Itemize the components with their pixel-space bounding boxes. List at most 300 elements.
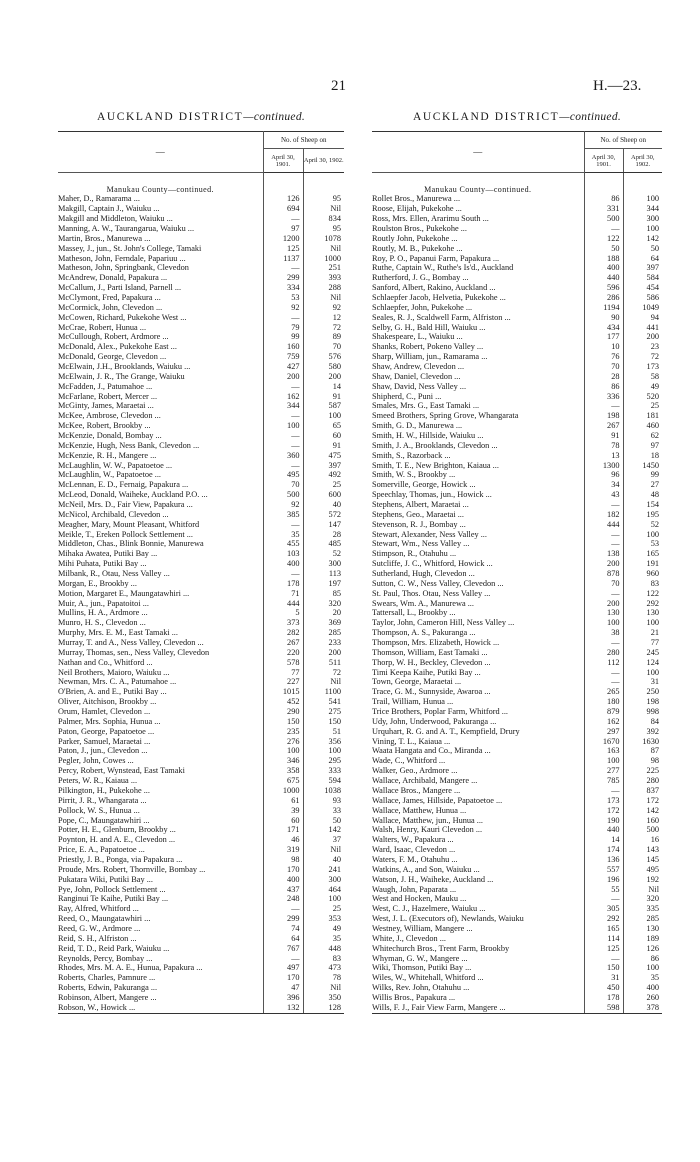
sheep-1901: 198 [584, 411, 623, 421]
sheep-1902: 25 [303, 480, 344, 490]
table-row [58, 263, 344, 273]
sheep-1901: — [263, 263, 303, 273]
sheep-1901: 122 [584, 234, 623, 244]
table-row [372, 885, 662, 895]
sheep-1902: 1450 [623, 461, 662, 471]
sheep-1901: 596 [584, 283, 623, 293]
owner-name: Ross, Mrs. Ellen, Ararimu South ... [372, 214, 489, 224]
sheep-1901: 331 [584, 204, 623, 214]
sheep-1902: 251 [303, 263, 344, 273]
sheep-1901: — [263, 382, 303, 392]
sheep-1901: 126 [263, 194, 303, 204]
table-row [372, 461, 662, 471]
table-row [372, 441, 662, 451]
sheep-1902: 369 [303, 618, 344, 628]
table-row [372, 589, 662, 599]
table-row [58, 579, 344, 589]
table-row [372, 648, 662, 658]
owner-name: Reynolds, Percy, Bombay ... [58, 953, 153, 963]
table-row [372, 313, 662, 323]
table-row [372, 569, 662, 579]
sheep-1901: 47 [263, 983, 303, 993]
table-row [58, 254, 344, 264]
owner-name: Rhodes, Mrs. M. A. E., Hunua, Papakura ... [58, 963, 203, 973]
sheep-1902: 128 [303, 1003, 344, 1013]
table-row [58, 441, 344, 451]
sheep-1902: 1100 [303, 687, 344, 697]
sheep-1902: 320 [623, 894, 662, 904]
sheep-1902: 1630 [623, 737, 662, 747]
sheep-1902: Nil [303, 677, 344, 687]
table-row [58, 904, 344, 914]
sheep-1902: 25 [303, 904, 344, 914]
sheep-1901: 28 [584, 372, 623, 382]
sheep-1901: — [263, 569, 303, 579]
owner-name: McLeod, Donald, Waiheke, Auckland P.O. ... [58, 490, 208, 500]
table-row [58, 480, 344, 490]
owner-name: Stephens, Geo., Maraetai ... [372, 509, 464, 519]
owner-name: Mihaka Awatea, Putiki Bay ... [58, 549, 158, 559]
sheep-1901: — [584, 638, 623, 648]
sheep-1901: 90 [584, 313, 623, 323]
district-title: AUCKLAND DISTRICT—continued. [412, 111, 622, 123]
owner-name: McCallum, J., Parti Island, Parnell ... [58, 283, 182, 293]
table-row [58, 411, 344, 421]
sheep-1902: 25 [623, 401, 662, 411]
sheep-1902: 541 [303, 697, 344, 707]
sheep-1901: 500 [263, 490, 303, 500]
sheep-1901: — [584, 589, 623, 599]
table-row [58, 549, 344, 559]
sheep-1902: 94 [623, 313, 662, 323]
sheep-1901: 299 [263, 914, 303, 924]
sheep-1902: 37 [303, 835, 344, 845]
table-row [372, 372, 662, 382]
sheep-1901: 46 [263, 835, 303, 845]
sheep-1902: 91 [303, 441, 344, 451]
sheep-1902: 300 [303, 875, 344, 885]
table-row [58, 589, 344, 599]
table-row [58, 954, 344, 964]
owner-name: Town, George, Maraetai ... [372, 677, 462, 687]
sheep-1901: 77 [263, 668, 303, 678]
sheep-1901: 220 [263, 648, 303, 658]
table-row [58, 214, 344, 224]
table-row [58, 362, 344, 372]
sheep-1901: 444 [263, 599, 303, 609]
table-row [372, 727, 662, 737]
table-row [372, 263, 662, 273]
owner-name: Smith, S., Razorback ... [372, 450, 451, 460]
owner-name: Shakespeare, L., Waiuku ... [372, 332, 463, 342]
table-row [372, 273, 662, 283]
section-heading: Manukau County—continued. [424, 184, 532, 194]
table-row [58, 845, 344, 855]
sheep-1901: 165 [584, 924, 623, 934]
sheep-1901: 452 [263, 697, 303, 707]
sheep-1901: — [584, 786, 623, 796]
owner-name: Wade, C., Whitford ... [372, 756, 446, 766]
sheep-1902: 50 [303, 816, 344, 826]
sheep-1901: — [584, 668, 623, 678]
sheep-1901: 694 [263, 204, 303, 214]
sheep-1901: 138 [584, 549, 623, 559]
sheep-1901: 136 [584, 855, 623, 865]
sheep-1901: 277 [584, 766, 623, 776]
table-row [372, 224, 662, 234]
table-row [58, 599, 344, 609]
sheep-1901: 1137 [263, 254, 303, 264]
owner-name: Thomson, William, East Tamaki ... [372, 647, 488, 657]
sheep-1901: 150 [263, 717, 303, 727]
table-row [372, 1003, 662, 1013]
sheep-1901: — [263, 214, 303, 224]
sheep-1901: 400 [584, 263, 623, 273]
owner-name: McNeil, Mrs. D., Fair View, Papakura ... [58, 500, 193, 509]
sheep-1901: 188 [584, 254, 623, 264]
sheep-1902: 100 [623, 194, 662, 204]
sheep-1901: 39 [263, 806, 303, 816]
sheep-1901: 200 [584, 559, 623, 569]
sheep-1901: 100 [263, 421, 303, 431]
owner-name: Watkins, A., and Son, Waiuku ... [372, 864, 480, 874]
sheep-1902: 250 [623, 687, 662, 697]
table-row [58, 766, 344, 776]
table-row [58, 372, 344, 382]
table-row [58, 490, 344, 500]
owner-name: McLaughlin, W. W., Papatoetoe ... [58, 460, 173, 470]
sheep-1901: 91 [584, 431, 623, 441]
sheep-1902: 86 [623, 954, 662, 964]
table-row [372, 520, 662, 530]
sheep-1902: 40 [303, 500, 344, 510]
owner-name: Morgan, E., Brookby ... [58, 578, 137, 588]
sheep-1901: 276 [263, 737, 303, 747]
sheep-1901: 10 [584, 342, 623, 352]
owner-name: Thompson, Mrs. Elizabeth, Howick ... [372, 638, 500, 648]
sheep-1902: 584 [623, 273, 662, 283]
table-row [58, 934, 344, 944]
sheep-1901: 162 [263, 392, 303, 402]
sheep-1901: 79 [263, 323, 303, 333]
sheep-1901: 160 [263, 342, 303, 352]
sheep-1901: 103 [263, 549, 303, 559]
sheep-1901: 182 [584, 510, 623, 520]
owner-name: Vining, T. L., Kaiaua ... [372, 736, 451, 746]
sheep-1902: 392 [623, 727, 662, 737]
sheep-1902: 587 [303, 401, 344, 411]
owner-name: Maher, D., Ramarama ... [58, 194, 140, 204]
sheep-1902: 53 [623, 539, 662, 549]
sheep-1902: 145 [623, 855, 662, 865]
owner-name: Swears, Wm. A., Manurewa ... [372, 598, 474, 608]
table-row [58, 313, 344, 323]
owner-name: West, C. J., Hazelmere, Waiuku ... [372, 904, 486, 914]
sheep-1902: 51 [303, 727, 344, 737]
owner-name: O'Brien, A. and E., Putiki Bay ... [58, 687, 167, 697]
sheep-1902: 100 [623, 618, 662, 628]
sheep-1902: 189 [623, 934, 662, 944]
table-row [372, 855, 662, 865]
table-row [372, 796, 662, 806]
sheep-1901: 71 [263, 589, 303, 599]
sheep-1902: 27 [623, 480, 662, 490]
sheep-1901: 444 [584, 520, 623, 530]
sheep-1901: — [263, 904, 303, 914]
sheep-1902: Nil [303, 983, 344, 993]
sheep-1902: 113 [303, 569, 344, 579]
owner-name: Smales, Mrs. G., East Tamaki ... [372, 401, 480, 411]
sheep-1902: 192 [623, 875, 662, 885]
table-row [372, 490, 662, 500]
owner-name: McNicol, Archibald, Clevedon ... [58, 509, 169, 519]
sheep-1901: — [263, 520, 303, 530]
table-row [372, 303, 662, 313]
owner-name: Wiles, W., Whitehall, Whitford ... [372, 973, 484, 983]
owner-name: Robinson, Albert, Mangere ... [58, 992, 157, 1002]
sheep-1902: 100 [303, 894, 344, 904]
sheep-1901: 76 [584, 352, 623, 362]
sheep-1901: 177 [584, 332, 623, 342]
sheep-1901: — [584, 677, 623, 687]
sheep-1902: 200 [623, 332, 662, 342]
table-row [372, 954, 662, 964]
sheep-1902: 62 [623, 431, 662, 441]
sheep-1902: 350 [303, 993, 344, 1003]
table-row [372, 421, 662, 431]
owner-name: Smith, G. D., Manurewa ... [372, 421, 463, 431]
table-row [372, 638, 662, 648]
sheep-1901: 292 [584, 914, 623, 924]
sheep-1901: — [584, 954, 623, 964]
table-row [58, 332, 344, 342]
sheep-1902: 87 [623, 746, 662, 756]
owner-name: McCullough, Robert, Ardmore ... [58, 332, 169, 342]
owner-name: Smith, H. W., Hillside, Waiuku ... [372, 430, 484, 440]
sheep-1901: 434 [584, 323, 623, 333]
table-row [58, 608, 344, 618]
table-row [372, 530, 662, 540]
sheep-1901: 34 [584, 480, 623, 490]
sheep-1901: 100 [263, 746, 303, 756]
table-row [58, 806, 344, 816]
sheep-1902: 473 [303, 963, 344, 973]
sheep-1902: 837 [623, 786, 662, 796]
sheep-1902: 200 [303, 372, 344, 382]
table-row [58, 520, 344, 530]
sheep-1902: 460 [623, 421, 662, 431]
sheep-1902: 320 [303, 599, 344, 609]
sheep-1902: 130 [623, 924, 662, 934]
owner-name: McGinty, James, Maraetai ... [58, 401, 154, 411]
sheep-1902: 64 [623, 254, 662, 264]
page-reference: H.—23. [593, 78, 642, 94]
sheep-1902: 60 [303, 431, 344, 441]
sheep-1901: 98 [263, 855, 303, 865]
sheep-1901: 61 [263, 796, 303, 806]
sheep-1901: 598 [584, 1003, 623, 1013]
sheep-1902: 576 [303, 352, 344, 362]
sheep-1902: 100 [303, 411, 344, 421]
owner-name: McClymont, Fred, Papakura ... [58, 292, 161, 302]
header-dash: — [58, 132, 263, 173]
header-1901: April 30, 1901. [584, 149, 623, 173]
sheep-1901: 125 [263, 244, 303, 254]
table-row [58, 451, 344, 461]
sheep-1901: 170 [263, 865, 303, 875]
owner-name: Urquhart, R. G. and A. T., Kempfield, Drury [372, 726, 520, 736]
sheep-1902: 356 [303, 737, 344, 747]
table-row [58, 993, 344, 1003]
table-row [58, 875, 344, 885]
owner-name: Paton, George, Papatoetoe ... [58, 726, 155, 736]
table-row [58, 677, 344, 687]
table-row [58, 717, 344, 727]
sheep-1902: 89 [303, 332, 344, 342]
table-row [58, 835, 344, 845]
owner-name: Pope, C., Maungatawhiri ... [58, 815, 150, 825]
owner-name: McElwain, J.H., Brooklands, Waiuku ... [58, 361, 191, 371]
table-row [58, 293, 344, 303]
owner-name: Priestly, J. B., Ponga, via Papakura ... [58, 854, 183, 864]
table-row [58, 392, 344, 402]
table-row [58, 786, 344, 796]
sheep-1902: 49 [623, 382, 662, 392]
owner-name: Stephens, Albert, Maraetai ... [372, 500, 469, 509]
table-row [372, 697, 662, 707]
header-sheep-on: No. of Sheep on [584, 132, 662, 149]
sheep-1902: 586 [623, 293, 662, 303]
sheep-1901: 150 [584, 963, 623, 973]
owner-name: McKee, Robert, Brookby ... [58, 421, 151, 431]
sheep-1901: 1200 [263, 234, 303, 244]
sheep-1902: 83 [303, 954, 344, 964]
table-row [58, 983, 344, 993]
sheep-1901: 282 [263, 628, 303, 638]
sheep-1902: 300 [303, 559, 344, 569]
sheep-1902: 344 [623, 204, 662, 214]
sheep-1902: 233 [303, 638, 344, 648]
sheep-1901: 70 [584, 579, 623, 589]
sheep-1901: 112 [584, 658, 623, 668]
sheep-1902: 99 [623, 470, 662, 480]
sheep-1901: 70 [263, 480, 303, 490]
owner-name: Reed, O., Maungatawhiri ... [58, 914, 151, 924]
sheep-1902: 1049 [623, 303, 662, 313]
owner-name: Selby, G. H., Bald Hill, Waiuku ... [372, 322, 486, 332]
table-row [58, 776, 344, 786]
table-row [372, 599, 662, 609]
sheep-1902: 285 [303, 628, 344, 638]
right-column [372, 110, 662, 1014]
sheep-1902: 594 [303, 776, 344, 786]
sheep-1902: 397 [303, 461, 344, 471]
sheep-1902: 95 [303, 194, 344, 204]
table-row [58, 924, 344, 934]
table-row [372, 687, 662, 697]
sheep-1901: 170 [263, 973, 303, 983]
sheep-table [58, 131, 344, 1014]
sheep-1902: 1038 [303, 786, 344, 796]
sheep-1901: 13 [584, 451, 623, 461]
table-row [58, 382, 344, 392]
sheep-1901: 396 [263, 993, 303, 1003]
sheep-1902: 28 [303, 530, 344, 540]
table-row [58, 431, 344, 441]
owner-name: Timi Keepa Kaihe, Putiki Bay ... [372, 667, 481, 677]
sheep-1902: 333 [303, 766, 344, 776]
owner-name: Willis Bros., Papakura ... [372, 992, 456, 1002]
sheep-1902: 84 [623, 717, 662, 727]
owner-name: McCowen, Richard, Pukekohe West ... [58, 312, 187, 322]
owner-name: Smith, W. S., Brookby ... [372, 470, 456, 480]
owner-name: West, J. L. (Executors of), Newlands, Waiuku [372, 914, 524, 924]
sheep-1902: 292 [623, 599, 662, 609]
sheep-1902: 100 [303, 746, 344, 756]
sheep-1901: 200 [584, 599, 623, 609]
owner-name: Palmer, Mrs. Sophia, Hunua ... [58, 716, 161, 726]
table-row [372, 983, 662, 993]
sheep-1901: 319 [263, 845, 303, 855]
sheep-table [372, 131, 662, 1014]
table-row [372, 993, 662, 1003]
owner-name: Stewart, Alexander, Ness Valley ... [372, 529, 487, 539]
owner-name: Thompson, A. S., Pakuranga ... [372, 628, 476, 638]
sheep-1901: 286 [584, 293, 623, 303]
sheep-1901: 55 [584, 885, 623, 895]
table-row [58, 816, 344, 826]
owner-name: St. Paul, Thos. Otau, Ness Valley ... [372, 588, 491, 598]
owner-name: Matheson, John, Springbank, Clevedon [58, 263, 189, 273]
header-1902: April 30, 1902. [623, 149, 662, 173]
sheep-1901: — [263, 954, 303, 964]
owner-name: Udy, John, Underwood, Pakuranga ... [372, 716, 497, 726]
sheep-1902: 400 [623, 983, 662, 993]
table-row [58, 668, 344, 678]
sheep-1902: 173 [623, 362, 662, 372]
table-row [372, 875, 662, 885]
owner-name: Speechlay, Thomas, jun., Howick ... [372, 490, 492, 500]
table-row [58, 559, 344, 569]
owner-name: Potter, H. E., Glenburn, Brookby ... [58, 825, 176, 835]
owner-name: Pye, John, Pollock Settlement ... [58, 884, 166, 894]
owner-name: Wilks, Rev. John, Otahuhu ... [372, 983, 470, 993]
sheep-1901: 86 [584, 382, 623, 392]
owner-name: McFarlane, Robert, Mercer ... [58, 391, 158, 401]
sheep-1902: 245 [623, 648, 662, 658]
sheep-1902: 98 [623, 756, 662, 766]
owner-name: McCormick, John, Clevedon ... [58, 302, 163, 312]
owner-name: Watson, J. H., Waiheke, Auckland ... [372, 874, 494, 884]
owner-name: Schlaepfer Jacob, Helvetia, Pukekohe ... [372, 292, 506, 302]
table-row [58, 461, 344, 471]
table-row [372, 835, 662, 845]
table-row [372, 934, 662, 944]
sheep-1901: 100 [584, 618, 623, 628]
owner-name: Thorp, W. H., Beckley, Clevedon ... [372, 657, 491, 667]
sheep-1902: 165 [623, 549, 662, 559]
sheep-1901: 346 [263, 756, 303, 766]
sheep-1901: 385 [263, 510, 303, 520]
sheep-1902: 91 [303, 392, 344, 402]
owner-name: Walters, W., Papakura ... [372, 835, 454, 845]
table-row [372, 766, 662, 776]
owner-name: Wills, F. J., Fair View Farm, Mangere ... [372, 1003, 584, 1013]
sheep-1902: 600 [303, 490, 344, 500]
owner-name: Sutton, C. W., Ness Valley, Clevedon ... [372, 578, 504, 588]
sheep-1902: 50 [623, 244, 662, 254]
table-row [58, 944, 344, 954]
